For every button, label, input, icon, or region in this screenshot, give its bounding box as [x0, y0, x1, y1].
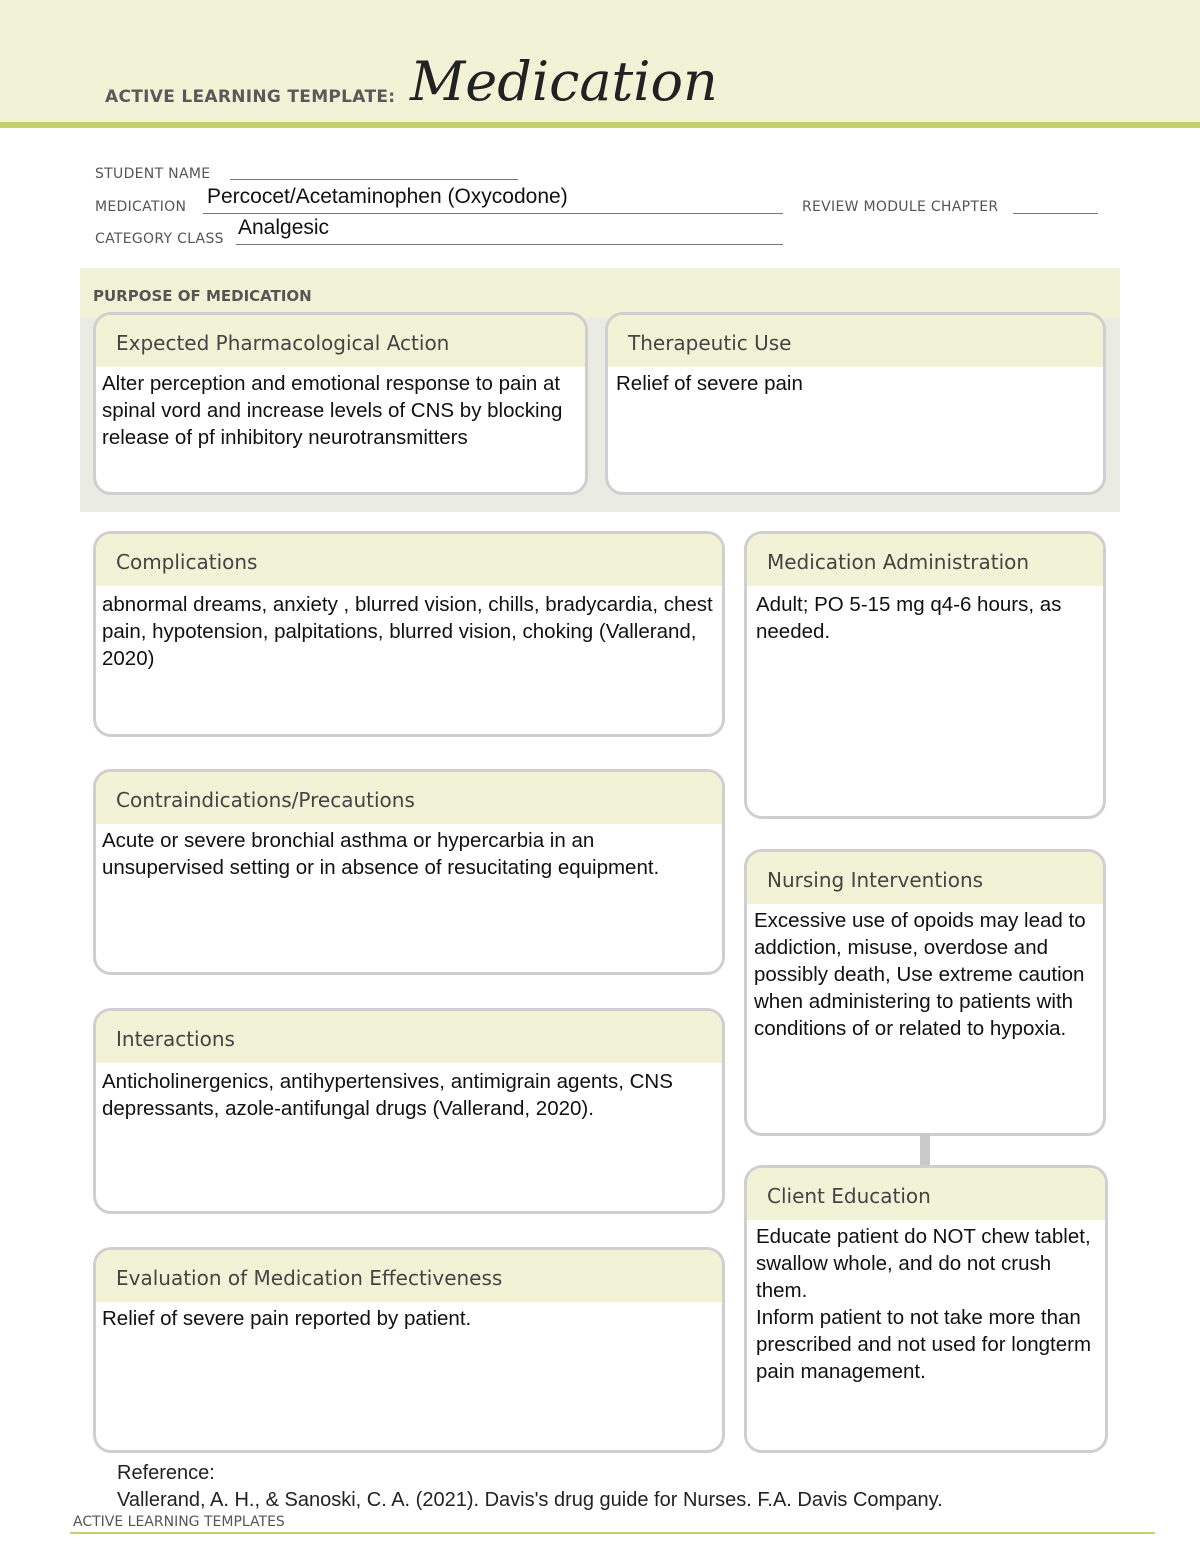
expected-action-box [93, 312, 588, 495]
medication-administration-text[interactable]: Adult; PO 5-15 mg q4-6 hours, as needed. [756, 593, 1062, 643]
header-rule [0, 122, 1200, 128]
medication-administration-heading: Medication Administration [747, 534, 1103, 586]
category-class-label: CATEGORY CLASS [95, 231, 224, 247]
therapeutic-use-text[interactable]: Relief of severe pain [616, 372, 803, 395]
client-education-text-2[interactable]: Inform patient to not take more than prescribed and not used for longterm pain management. [756, 1306, 1092, 1383]
expected-action-text[interactable]: Alter perception and emotional response to pain at spinal vord and increase levels of CNS by blocking release of pf inhibitory neurotransmitters [102, 372, 563, 449]
complications-heading: Complications [96, 534, 722, 586]
complications-box [93, 531, 725, 737]
medication-underline [203, 213, 783, 214]
box-connector [920, 1134, 930, 1168]
therapeutic-use-heading: Therapeutic Use [608, 315, 1103, 367]
medication-administration-box [744, 531, 1106, 819]
complications-text[interactable]: abnormal dreams, anxiety , blurred vision, chills, bradycardia, chest pain, hypotension, palpitations, blurred vision, choking (Vallerand, 2020) [102, 593, 713, 670]
footer-rule [70, 1532, 1155, 1534]
review-module-label: REVIEW MODULE CHAPTER [802, 199, 999, 215]
client-education-heading: Client Education [747, 1168, 1105, 1220]
reference-citation: Vallerand, A. H., & Sanoski, C. A. (2021). Davis's drug guide for Nurses. F.A. Davis Company. [117, 1489, 943, 1511]
interactions-heading: Interactions [96, 1011, 722, 1063]
therapeutic-use-box [605, 312, 1106, 495]
page-title: Medication [410, 50, 718, 113]
nursing-interventions-box [744, 849, 1106, 1136]
nursing-interventions-text[interactable]: Excessive use of opoids may lead to addiction, misuse, overdose and possibly death, Use extreme caution when administering to patients with conditions of or related to hypoxia. [754, 909, 1086, 1040]
student-name-label: STUDENT NAME [95, 166, 211, 182]
contraindications-heading: Contraindications/Precautions [96, 772, 722, 824]
interactions-box [93, 1008, 725, 1214]
category-class-underline [236, 244, 783, 245]
student-name-underline [230, 179, 518, 180]
footer-label: ACTIVE LEARNING TEMPLATES [73, 1514, 285, 1530]
category-class-field[interactable]: Analgesic [238, 216, 330, 239]
evaluation-box [93, 1247, 725, 1453]
contraindications-text[interactable]: Acute or severe bronchial asthma or hypercarbia in an unsupervised setting or in absence of resucitating equipment. [102, 829, 660, 879]
interactions-text[interactable]: Anticholinergenics, antihypertensives, antimigrain agents, CNS depressants, azole-antifungal drugs (Vallerand, 2020). [102, 1070, 673, 1120]
expected-action-heading: Expected Pharmacological Action [96, 315, 585, 367]
purpose-label: PURPOSE OF MEDICATION [93, 287, 312, 305]
review-module-underline [1013, 213, 1098, 214]
client-education-text-1[interactable]: Educate patient do NOT chew tablet, swallow whole, and do not crush them. [756, 1225, 1091, 1302]
reference-label: Reference: [117, 1462, 215, 1484]
contraindications-box [93, 769, 725, 975]
evaluation-heading: Evaluation of Medication Effectiveness [96, 1250, 722, 1302]
evaluation-text[interactable]: Relief of severe pain reported by patient. [102, 1307, 472, 1330]
template-label: ACTIVE LEARNING TEMPLATE: [105, 87, 396, 107]
medication-field[interactable]: Percocet/Acetaminophen (Oxycodone) [207, 185, 568, 208]
client-education-box [744, 1165, 1108, 1453]
medication-label: MEDICATION [95, 199, 187, 215]
nursing-interventions-heading: Nursing Interventions [747, 852, 1103, 904]
